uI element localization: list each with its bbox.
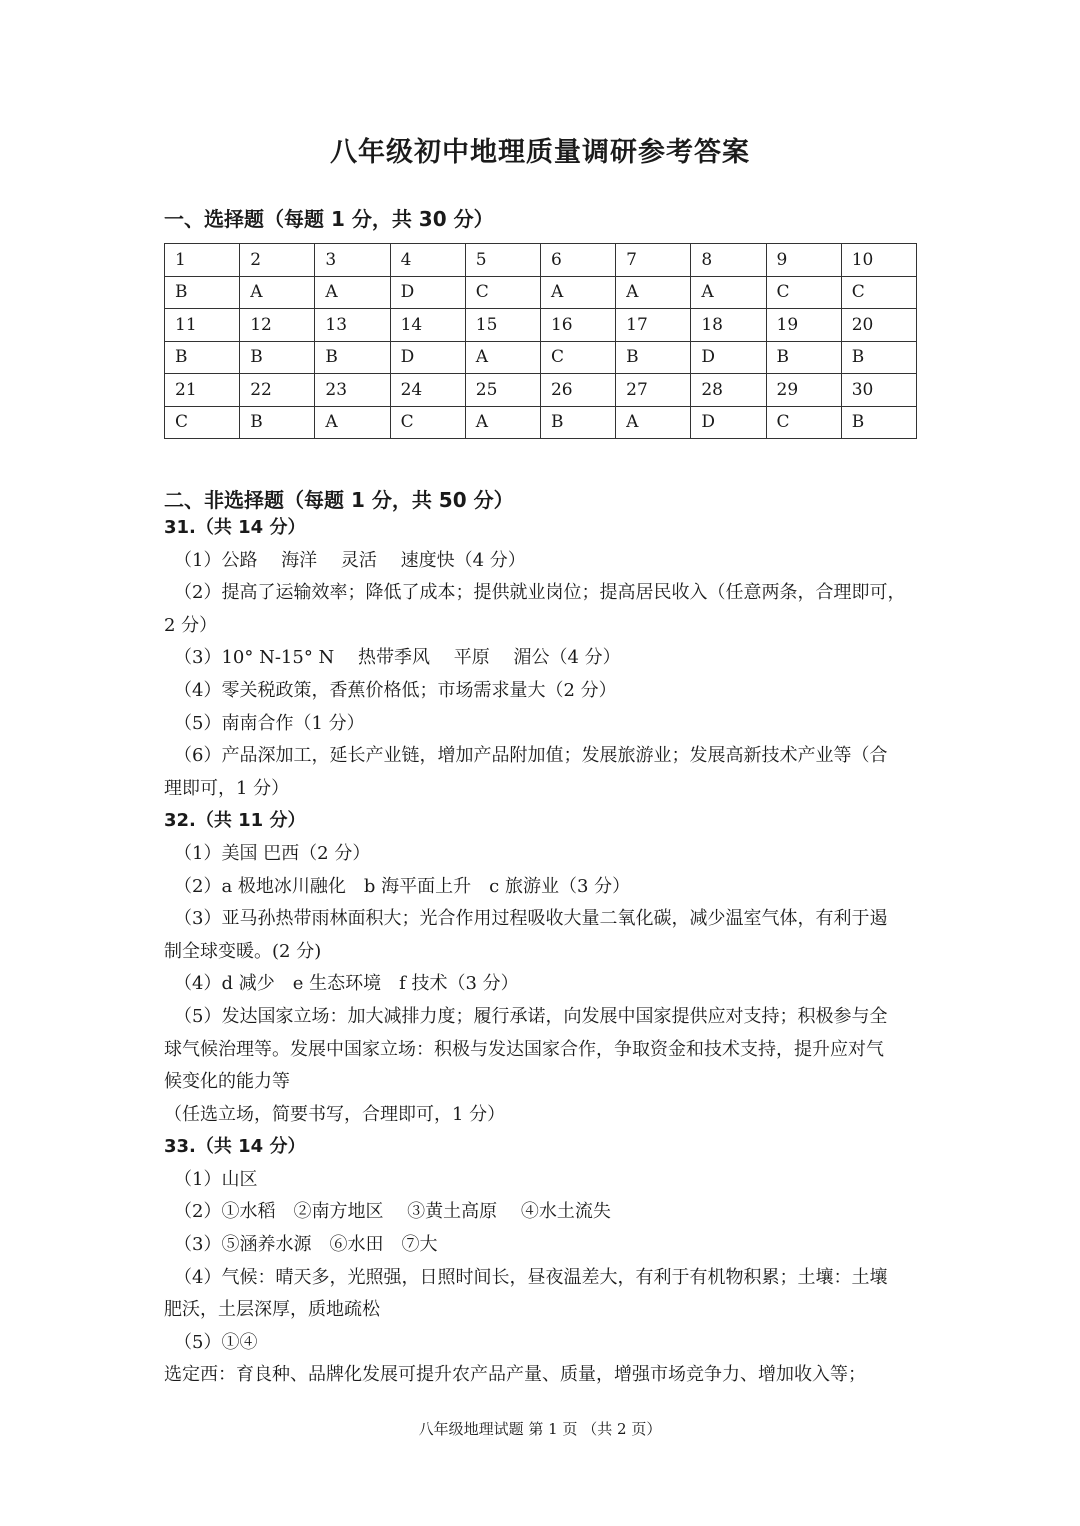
question-number-cell: 5: [465, 244, 540, 277]
table-row: [165, 341, 917, 374]
answer-line: （6）产品深加工，延长产业链，增加产品附加值；发展旅游业；发展高新技术产业等（合: [174, 745, 888, 767]
answer-line: （1）美国 巴西（2 分）: [174, 842, 371, 864]
answer-line: （2）提高了运输效率；降低了成本；提供就业岗位；提高居民收入（任意两条，合理即可，: [174, 582, 906, 604]
question-number-cell: 4: [390, 244, 465, 277]
question-number-cell: 7: [616, 244, 691, 277]
answer-cell: B: [540, 406, 615, 439]
answer-line: （1）公路 海洋 灵活 速度快（4 分）: [174, 549, 526, 571]
answer-line: 选定西：育良种、品牌化发展可提升农产品产量、质量，增强市场竞争力、增加收入等；: [164, 1364, 866, 1386]
section-heading-multiple-choice: 一、选择题（每题 1 分，共 30 分）: [164, 207, 494, 231]
answer-cell: B: [240, 406, 315, 439]
answer-cell: C: [465, 276, 540, 309]
answer-line: 肥沃，土层深厚，质地疏松: [164, 1299, 380, 1321]
answer-cell: B: [240, 341, 315, 374]
question-number-cell: 21: [165, 374, 240, 407]
answer-line: （2）①水稻 ②南方地区 ③黄土高原 ④水土流失: [174, 1201, 611, 1223]
table-row: [165, 244, 917, 277]
answer-line: 制全球变暖。(2 分): [164, 940, 322, 962]
answer-cell: D: [691, 406, 766, 439]
question-number-cell: 13: [315, 309, 390, 342]
question-number-cell: 29: [766, 374, 841, 407]
answer-line: （3）⑤涵养水源 ⑥水田 ⑦大: [174, 1234, 438, 1256]
answer-line: （5）南南合作（1 分）: [174, 712, 365, 734]
question-number-cell: 17: [616, 309, 691, 342]
answer-line: （3）亚马孙热带雨林面积大；光合作用过程吸收大量二氧化碳，减少温室气体，有利于遏: [174, 908, 888, 930]
table-row: [165, 276, 917, 309]
answer-cell: A: [240, 276, 315, 309]
answer-line: 理即可，1 分）: [164, 777, 290, 799]
answer-cell: A: [616, 406, 691, 439]
table-row: [165, 374, 917, 407]
question-number-cell: 18: [691, 309, 766, 342]
answer-line: 候变化的能力等: [164, 1071, 290, 1093]
question-number-cell: 22: [240, 374, 315, 407]
answer-line: （3）10° N-15° N 热带季风 平原 湄公（4 分）: [174, 647, 621, 669]
answer-line: 2 分）: [164, 614, 218, 636]
answer-cell: A: [616, 276, 691, 309]
question-number-cell: 11: [165, 309, 240, 342]
question-number-cell: 25: [465, 374, 540, 407]
answer-cell: A: [540, 276, 615, 309]
question-number-cell: 1: [165, 244, 240, 277]
question-number-cell: 20: [841, 309, 916, 342]
page-title: 八年级初中地理质量调研参考答案: [330, 137, 750, 168]
answer-cell: D: [390, 341, 465, 374]
question-number-cell: 26: [540, 374, 615, 407]
question-number-cell: 24: [390, 374, 465, 407]
question-number-cell: 28: [691, 374, 766, 407]
page-footer: 八年级地理试题 第 1 页 （共 2 页）: [418, 1420, 662, 1438]
question-heading: 32.（共 11 分）: [164, 810, 306, 832]
answer-cell: B: [841, 406, 916, 439]
answer-line: （4）气候：晴天多，光照强，日照时间长，昼夜温差大，有利于有机物积累；土壤：土壤: [174, 1266, 888, 1288]
question-number-cell: 30: [841, 374, 916, 407]
question-number-cell: 23: [315, 374, 390, 407]
question-number-cell: 9: [766, 244, 841, 277]
answer-cell: B: [841, 341, 916, 374]
answer-line: （4）d 减少 e 生态环境 f 技术（3 分）: [174, 973, 519, 995]
question-number-cell: 8: [691, 244, 766, 277]
question-number-cell: 2: [240, 244, 315, 277]
question-number-cell: 12: [240, 309, 315, 342]
answer-cell: A: [465, 406, 540, 439]
answer-cell: D: [390, 276, 465, 309]
question-number-cell: 14: [390, 309, 465, 342]
question-number-cell: 3: [315, 244, 390, 277]
answer-cell: A: [465, 341, 540, 374]
question-number-cell: 15: [465, 309, 540, 342]
answer-line: 球气候治理等。发展中国家立场：积极与发达国家合作，争取资金和技术支持，提升应对气: [164, 1038, 884, 1060]
answer-table: [164, 243, 917, 439]
answer-cell: B: [616, 341, 691, 374]
answer-cell: B: [315, 341, 390, 374]
question-number-cell: 19: [766, 309, 841, 342]
question-number-cell: 10: [841, 244, 916, 277]
answer-cell: C: [766, 406, 841, 439]
answer-line: （1）山区: [174, 1168, 258, 1190]
answer-line: （5）发达国家立场：加大减排力度；履行承诺，向发展中国家提供应对支持；积极参与全: [174, 1005, 888, 1027]
section-heading-open-questions: 二、非选择题（每题 1 分，共 50 分）: [164, 488, 514, 512]
question-heading: 33.（共 14 分）: [164, 1136, 306, 1158]
answer-cell: B: [165, 341, 240, 374]
answer-line: （2）a 极地冰川融化 b 海平面上升 c 旅游业（3 分）: [174, 875, 631, 897]
answer-cell: C: [390, 406, 465, 439]
question-number-cell: 27: [616, 374, 691, 407]
question-heading: 31.（共 14 分）: [164, 517, 306, 538]
answer-line: （任选立场，简要书写，合理即可，1 分）: [164, 1103, 506, 1125]
answer-cell: A: [691, 276, 766, 309]
question-number-cell: 16: [540, 309, 615, 342]
answer-cell: C: [165, 406, 240, 439]
answer-line: （5）①④: [174, 1331, 258, 1353]
answer-cell: C: [766, 276, 841, 309]
question-number-cell: 6: [540, 244, 615, 277]
table-row: [165, 309, 917, 342]
table-row: [165, 406, 917, 439]
answer-cell: B: [165, 276, 240, 309]
answer-cell: A: [315, 276, 390, 309]
answer-cell: C: [540, 341, 615, 374]
answer-cell: C: [841, 276, 916, 309]
answer-cell: A: [315, 406, 390, 439]
answer-cell: D: [691, 341, 766, 374]
open-answers: [164, 512, 924, 1392]
answer-cell: B: [766, 341, 841, 374]
answer-line: （4）零关税政策，香蕉价格低；市场需求量大（2 分）: [174, 679, 617, 701]
